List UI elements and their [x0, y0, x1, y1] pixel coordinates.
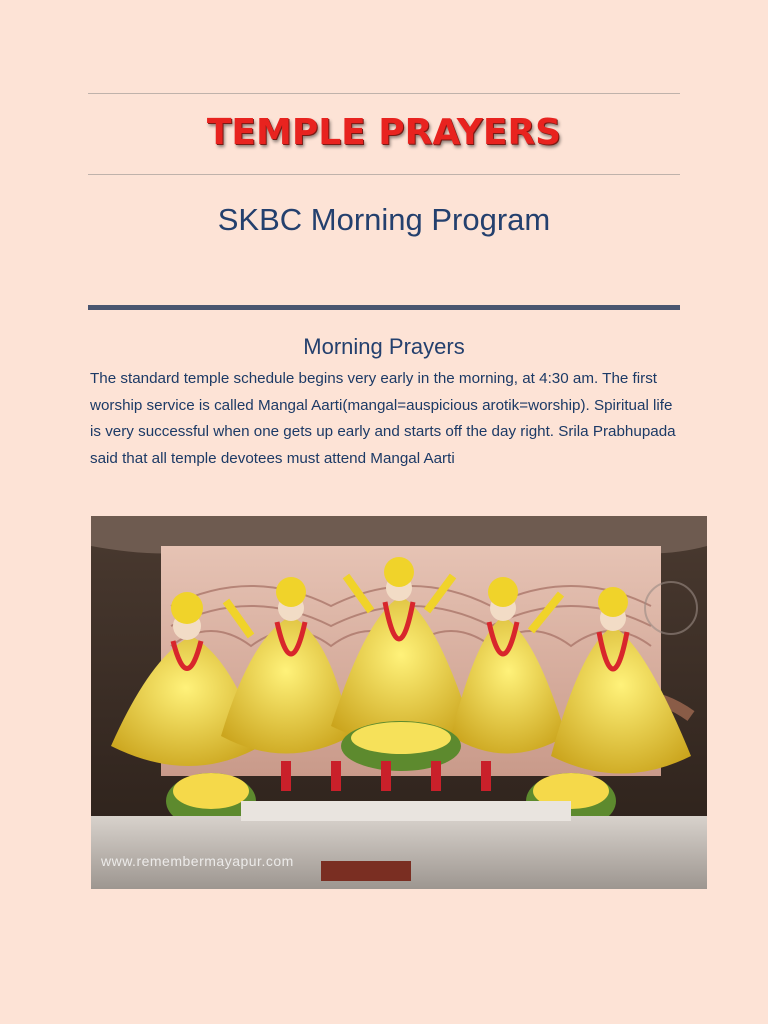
section-paragraph: The standard temple schedule begins very early in the morning, at 4:30 am. The first worship service is called Mangal Aarti(mangal=auspicious arotik=worship). Spiritual life is very successful when one gets up early and starts off the day right. Srila Prabhupada said that all temple devotees must attend Mangal Aarti: [90, 370, 676, 467]
page-subtitle: SKBC Morning Program: [217, 202, 551, 237]
photo-watermark: www.remembermayapur.com: [101, 853, 294, 869]
page-title: TEMPLE PRAYERS: [206, 112, 562, 153]
section-heading: Morning Prayers: [303, 334, 465, 359]
top-divider: [88, 93, 680, 94]
temple-deities-illustration: [91, 516, 707, 889]
temple-deities-photo: [91, 516, 707, 889]
title-divider: [88, 174, 680, 175]
section-divider: [88, 305, 680, 310]
